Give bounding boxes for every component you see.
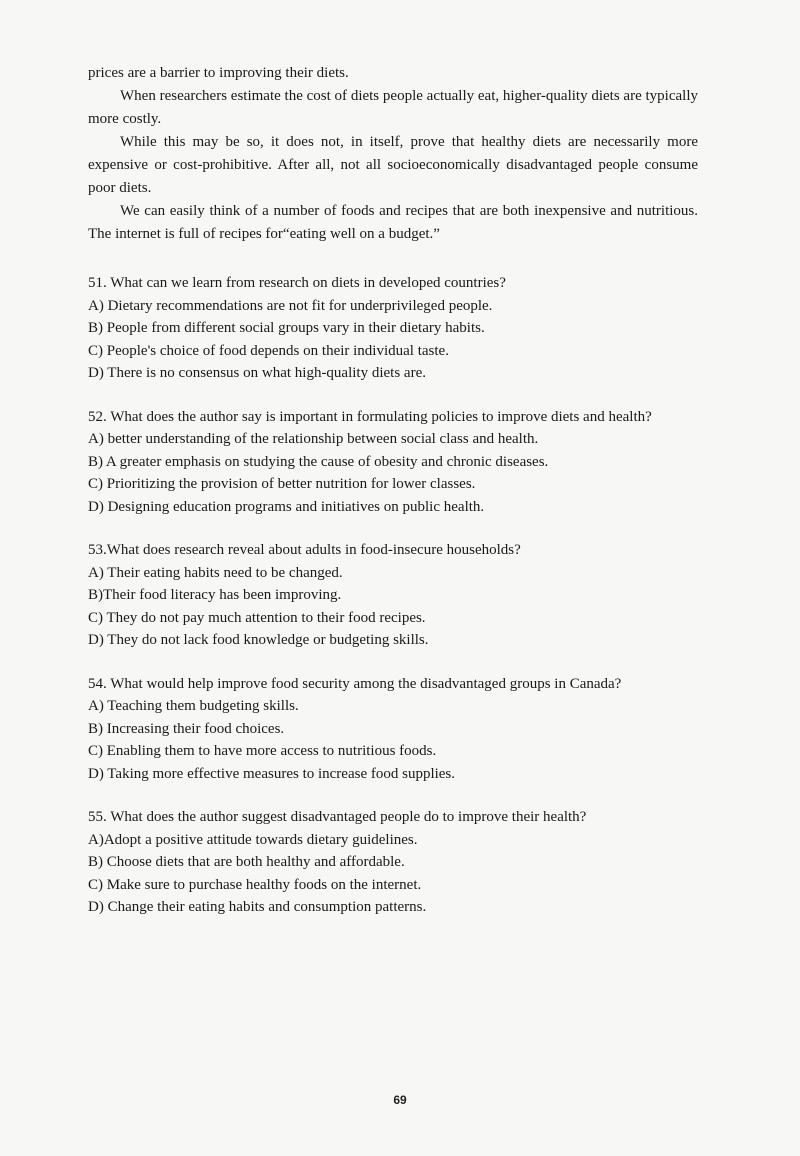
- page-number: 69: [393, 1093, 407, 1107]
- question-list: [88, 272, 728, 940]
- question-53: [88, 539, 728, 652]
- option-a: A) better understanding of the relationship between social class and health.: [88, 431, 539, 447]
- question-stem: 52. What does the author say is important in formulating policies to improve diets and health?: [88, 408, 652, 425]
- option-d: D) Taking more effective measures to increase food supplies.: [88, 765, 456, 782]
- option-d: D) Change their eating habits and consumption patterns.: [88, 899, 427, 915]
- passage-lead-line: prices are a barrier to improving their diets.: [88, 65, 349, 81]
- question-55: [88, 806, 728, 919]
- option-a: A) Their eating habits need to be changed.: [88, 564, 343, 581]
- option-c: C) Make sure to purchase healthy foods on the internet.: [88, 876, 422, 893]
- passage-paragraph: When researchers estimate the cost of diets people actually eat, higher-quality diets are typically more costly.: [88, 88, 698, 127]
- option-b: B) Choose diets that are both healthy and affordable.: [88, 854, 405, 870]
- passage-paragraph: While this may be so, it does not, in itself, prove that healthy diets are necessarily more expensive or cost-prohibitive. After all, not all socioeconomically disadvantaged people consume poor diets.: [88, 134, 698, 196]
- option-a: A) Teaching them budgeting skills.: [88, 698, 299, 714]
- option-c: C) Prioritizing the provision of better nutrition for lower classes.: [88, 476, 476, 492]
- option-a: A)Adopt a positive attitude towards dietary guidelines.: [88, 831, 418, 848]
- passage-paragraph: We can easily think of a number of foods and recipes that are both inexpensive and nutritious. The internet is full of recipes for“eating well on a budget.”: [88, 203, 698, 242]
- option-c: C) Enabling them to have more access to nutritious foods.: [88, 743, 437, 759]
- option-b: B)Their food literacy has been improving.: [88, 587, 342, 603]
- option-b: B) Increasing their food choices.: [88, 720, 285, 737]
- question-stem: 53.What does research reveal about adults in food-insecure households?: [88, 542, 521, 558]
- option-d: D) They do not lack food knowledge or budgeting skills.: [88, 632, 429, 648]
- question-54: [88, 673, 728, 786]
- option-b: B) People from different social groups vary in their dietary habits.: [88, 320, 485, 336]
- option-d: D) Designing education programs and initiatives on public health.: [88, 498, 485, 515]
- option-a: A) Dietary recommendations are not fit for underprivileged people.: [88, 297, 493, 314]
- option-c: C) They do not pay much attention to their food recipes.: [88, 609, 426, 626]
- question-51: [88, 272, 728, 385]
- option-d: D) There is no consensus on what high-quality diets are.: [88, 365, 426, 381]
- question-stem: 51. What can we learn from research on diets in developed countries?: [88, 275, 506, 291]
- question-stem: 54. What would help improve food security among the disadvantaged groups in Canada?: [88, 675, 622, 692]
- option-c: C) People's choice of food depends on their individual taste.: [88, 342, 449, 359]
- reading-passage: [88, 62, 698, 246]
- question-52: [88, 406, 728, 519]
- question-stem: 55. What does the author suggest disadvantaged people do to improve their health?: [88, 809, 587, 825]
- option-b: B) A greater emphasis on studying the cause of obesity and chronic diseases.: [88, 453, 549, 470]
